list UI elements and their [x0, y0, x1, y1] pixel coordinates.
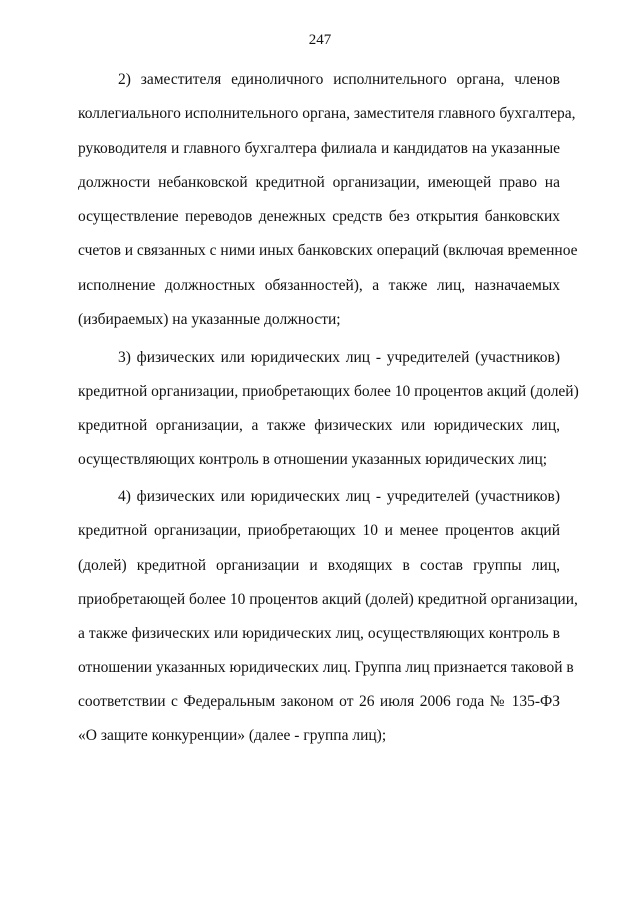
paragraph-4-line-5: а также физических или юридических лиц, осуществляющих контроль в — [78, 625, 560, 642]
paragraph-3-line-4: осуществляющих контроль в отношении указанных юридических лиц; — [78, 451, 548, 468]
paragraph-2-line-4: должности небанковской кредитной организации, имеющей право на — [78, 174, 560, 191]
paragraph-4-line-4: приобретающей более 10 процентов акций (долей) кредитной организации, — [78, 591, 578, 608]
paragraph-2-line-5: осуществление переводов денежных средств без открытия банковских — [78, 208, 560, 225]
paragraph-4-line-1: 4) физических или юридических лиц - учредителей (участников) — [118, 488, 560, 505]
paragraph-2-line-7: исполнение должностных обязанностей), а также лиц, назначаемых — [78, 277, 560, 294]
paragraph-2-line-8: (избираемых) на указанные должности; — [78, 311, 341, 328]
paragraph-3-line-2: кредитной организации, приобретающих более 10 процентов акций (долей) — [78, 383, 579, 400]
page-number: 247 — [308, 32, 332, 48]
paragraph-2-line-6: счетов и связанных с ними иных банковских операций (включая временное — [78, 242, 578, 259]
paragraph-3-line-1: 3) физических или юридических лиц - учредителей (участников) — [118, 349, 560, 366]
paragraph-3-line-3: кредитной организации, а также физических или юридических лиц, — [78, 417, 560, 434]
paragraph-2-line-2: коллегиального исполнительного органа, заместителя главного бухгалтера, — [78, 105, 576, 122]
paragraph-2-line-1: 2) заместителя единоличного исполнительного органа, членов — [118, 71, 560, 88]
paragraph-4-line-2: кредитной организации, приобретающих 10 и менее процентов акций — [78, 522, 560, 539]
paragraph-4-line-7: соответствии с Федеральным законом от 26 июля 2006 года № 135-ФЗ — [78, 693, 560, 710]
paragraph-2-line-3: руководителя и главного бухгалтера филиала и кандидатов на указанные — [78, 140, 560, 157]
paragraph-4-line-6: отношении указанных юридических лиц. Группа лиц признается таковой в — [78, 659, 574, 676]
paragraph-4-line-8: «О защите конкуренции» (далее - группа лиц); — [78, 727, 387, 744]
paragraph-4-line-3: (долей) кредитной организации и входящих в состав группы лиц, — [78, 557, 560, 574]
